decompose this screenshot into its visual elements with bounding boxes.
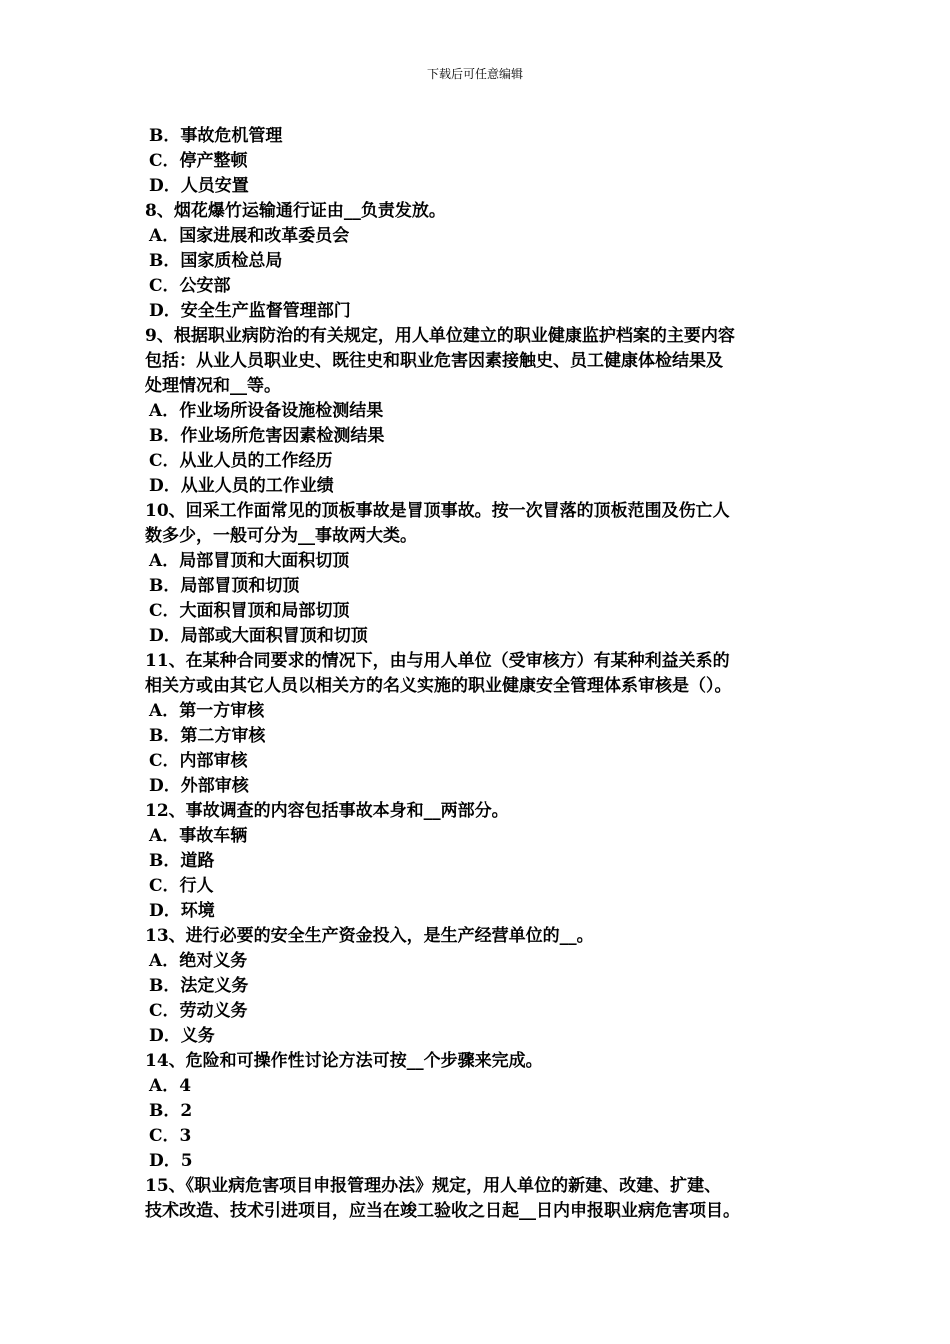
answer-option: D．5: [149, 1151, 193, 1171]
answer-option: D．环境: [149, 901, 215, 921]
question-text: 相关方或由其它人员以相关方的名义实施的职业健康安全管理体系审核是（）。: [145, 676, 732, 696]
answer-option: B．局部冒顶和切顶: [149, 576, 300, 596]
answer-option: B．2: [149, 1101, 193, 1121]
answer-option: B．国家质检总局: [149, 251, 283, 271]
question-text: 包括：从业人员职业史、既往史和职业危害因素接触史、员工健康体检结果及: [145, 351, 723, 371]
answer-option: C．从业人员的工作经历: [149, 451, 333, 471]
answer-option: B．第二方审核: [149, 726, 266, 746]
answer-option: C．大面积冒顶和局部切顶: [149, 601, 350, 621]
answer-option: C．劳动义务: [149, 1001, 248, 1021]
answer-option: D．安全生产监督管理部门: [149, 301, 351, 321]
question-text: 9、根据职业病防治的有关规定，用人单位建立的职业健康监护档案的主要内容: [145, 326, 735, 346]
answer-option: C．内部审核: [149, 751, 248, 771]
answer-option: D．局部或大面积冒顶和切顶: [149, 626, 368, 646]
answer-option: A．绝对义务: [149, 951, 248, 971]
answer-option: A．作业场所设备设施检测结果: [149, 401, 384, 421]
answer-option: C．3: [149, 1126, 192, 1146]
question-text: 10、回采工作面常见的顶板事故是冒顶事故。按一次冒落的顶板范围及伤亡人: [145, 501, 730, 521]
answer-option: B．作业场所危害因素检测结果: [149, 426, 385, 446]
question-text: 处理情况和__等。: [145, 376, 281, 396]
answer-option: B．事故危机管理: [149, 126, 283, 146]
question-text: 15、《职业病危害项目申报管理办法》规定，用人单位的新建、改建、扩建、: [145, 1176, 722, 1196]
answer-option: D．人员安置: [149, 176, 249, 196]
answer-option: A．局部冒顶和大面积切顶: [149, 551, 350, 571]
document-body: [145, 124, 810, 1224]
question-text: 14、危险和可操作性讨论方法可按__个步骤来完成。: [145, 1051, 543, 1071]
question-text: 13、进行必要的安全生产资金投入，是生产经营单位的__。: [145, 926, 594, 946]
answer-option: B．道路: [149, 851, 215, 871]
answer-option: C．停产整顿: [149, 151, 248, 171]
answer-option: D．义务: [149, 1026, 215, 1046]
answer-option: C．行人: [149, 876, 214, 896]
answer-option: A．事故车辆: [149, 826, 248, 846]
answer-option: A．4: [149, 1076, 192, 1096]
answer-option: B．法定义务: [149, 976, 249, 996]
question-text: 8、烟花爆竹运输通行证由__负责发放。: [145, 201, 446, 221]
page-header: 下载后可任意编辑: [426, 67, 523, 81]
answer-option: A．第一方审核: [149, 701, 265, 721]
answer-option: A．国家进展和改革委员会: [149, 226, 350, 246]
answer-option: C．公安部: [149, 276, 231, 296]
answer-option: D．从业人员的工作业绩: [149, 476, 334, 496]
question-text: 技术改造、技术引进项目，应当在竣工验收之日起__日内申报职业病危害项目。: [145, 1201, 740, 1221]
question-text: 12、事故调查的内容包括事故本身和__两部分。: [145, 801, 509, 821]
question-text: 数多少，一般可分为__事故两大类。: [145, 526, 417, 546]
question-text: 11、在某种合同要求的情况下，由与用人单位（受审核方）有某种利益关系的: [145, 651, 730, 671]
answer-option: D．外部审核: [149, 776, 249, 796]
